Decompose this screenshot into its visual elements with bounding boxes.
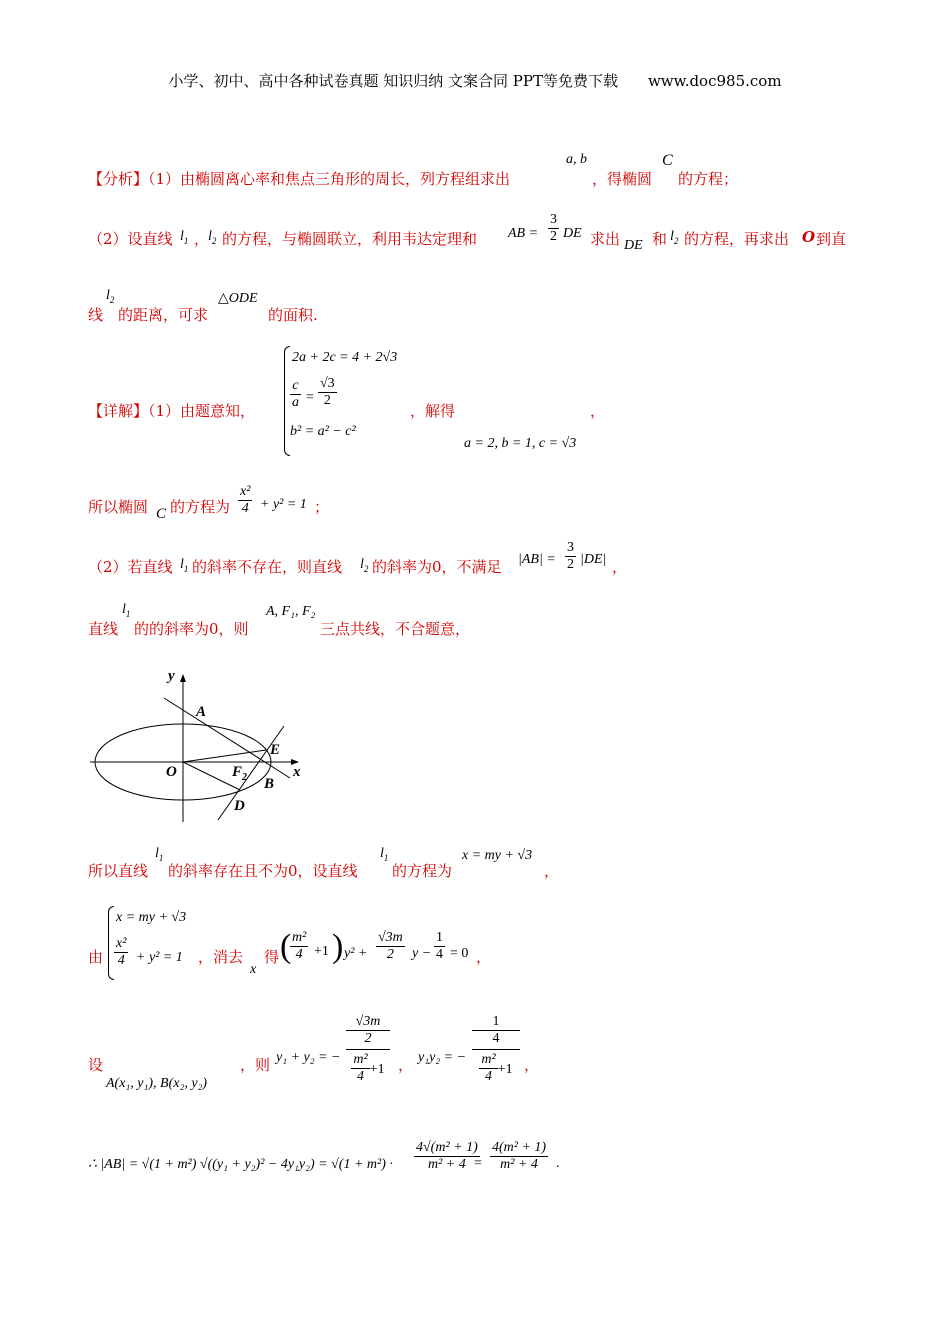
math-y: y − (412, 946, 432, 961)
math-y2: y² + (344, 946, 368, 961)
math-l2: $l_2$ (106, 288, 115, 305)
equals-sign: = (306, 390, 314, 405)
detail-text: 的方程为 (170, 498, 231, 516)
analysis-text: 的方程，与椭圆联立，利用韦达定理和 (222, 230, 478, 248)
period: . (556, 1156, 560, 1171)
math-triangle-ode: △ODE (218, 291, 258, 306)
product-den-rest: +1 (497, 1062, 513, 1077)
fraction-m2-4: $\frac{\text{m²}}{4}$ (292, 930, 307, 962)
paren-open: ( (280, 928, 292, 965)
analysis-line-1 (88, 168, 510, 189)
math-ab: a, b (566, 152, 587, 167)
part2-text: ， (398, 1056, 414, 1074)
detail-tag: 【详解】 (88, 402, 149, 420)
analysis-text: 到直 (816, 230, 847, 248)
part2-text: （2）若直线 (88, 558, 173, 576)
product-den-frac: $\frac{\text{m²}}{4}$ (481, 1052, 496, 1084)
fraction-sqrt3m-2: $\frac{√3m}{2}$ (378, 930, 403, 962)
sum-denominator (346, 1049, 390, 1085)
part2-text: ，消去 (198, 948, 244, 966)
part2-text: ， (544, 862, 560, 880)
part2-text: 的斜率为0，不满足 (372, 558, 502, 576)
part2-text: ， (524, 1056, 540, 1074)
ellipse-diagram (88, 664, 310, 824)
part2-text: 得 (264, 948, 280, 966)
part2-text: ， (476, 948, 492, 966)
label-A: A (196, 704, 207, 720)
math-abs-ab: |AB| = (518, 552, 556, 567)
label-B: B (264, 776, 275, 792)
math-C: C (156, 506, 167, 522)
analysis-text: 求出 (590, 230, 621, 248)
ellipse-eq-rest: + y² = 1 (260, 497, 307, 512)
fraction-1-4: $\frac{1}{4}$ (436, 930, 443, 962)
paren-close: ) (332, 928, 344, 965)
part2-text: 的的斜率为0，则 (134, 620, 249, 638)
part2-text: 直线 (88, 620, 119, 638)
sum-den-rest: +1 (369, 1062, 385, 1077)
part2-text: ， (612, 558, 628, 576)
analysis-text: 的方程； (678, 170, 739, 188)
detail-text: （1）由题意知， (148, 402, 256, 420)
solution-values: a = 2, b = 1, c = √3 (464, 436, 577, 451)
analysis-tag: 【分析】 (88, 170, 149, 188)
math-points: A, F₁, F₂ (266, 604, 316, 619)
math-l2: $l_2$ (208, 229, 217, 246)
analysis-text: （2）设直线 (88, 230, 173, 248)
part2-text: 的斜率不存在，则直线 (192, 558, 343, 576)
system-eq-2-lhs: $\frac{c}{a}$ (292, 378, 299, 410)
label-x: x (293, 764, 301, 780)
product-numerator: 1 4 (472, 1014, 520, 1047)
label-D: D (234, 798, 245, 814)
system-eq-1: x = my + √3 (116, 910, 187, 925)
part2-text: 三点共线，不合题意， (320, 620, 471, 638)
ellipse-fraction: $\frac{\text{x²}}{4}$ (240, 484, 251, 516)
sum-numerator: √3m 2 (346, 1014, 390, 1047)
math-l1: $l_1$ (122, 602, 131, 619)
analysis-text: 的面积. (268, 306, 318, 324)
math-de: DE (563, 226, 582, 241)
part2-text: 的方程为 (392, 862, 453, 880)
line-l2 (218, 726, 284, 820)
complex-fraction-sum (346, 1014, 390, 1085)
fraction-3-2: $\frac{3}{2}$ (567, 540, 574, 572)
math-de-2: DE (624, 238, 643, 253)
label-F2: $F_2$ (232, 764, 248, 783)
fraction-3-2: $\frac{3}{2}$ (550, 212, 557, 244)
system-eq-2-rhs: $\frac{√3}{2}$ (320, 376, 335, 408)
detail-line-1 (88, 400, 255, 421)
segment-OE (183, 750, 266, 762)
analysis-text: 的方程，再求出 (684, 230, 790, 248)
label-E: E (270, 742, 281, 758)
analysis-text: （1）由椭圆离心率和焦点三角形的周长，列方程组求出 (148, 170, 511, 188)
y-axis-arrow (180, 674, 186, 682)
analysis-line-2 (88, 228, 173, 249)
part2-text: 由 (88, 948, 104, 966)
part2-text: 的斜率存在且不为0，设直线 (168, 862, 358, 880)
system-eq-2-frac: $\frac{\text{x²}}{4}$ (116, 936, 127, 968)
detail-text: ，解得 (410, 402, 456, 420)
math-l1: $l_1$ (180, 557, 189, 574)
math-product: y₁y₂ = − (418, 1050, 467, 1065)
math-line-eq: x = my + √3 (462, 848, 533, 863)
analysis-text: ， (194, 230, 210, 248)
math-abs-de: |DE| (580, 552, 607, 567)
product-denominator (472, 1049, 520, 1085)
part2-text: 所以直线 (88, 862, 149, 880)
equals-zero: = 0 (450, 946, 469, 961)
math-points-AB: A(x₁, y₁), B(x₂, y₂) (106, 1076, 208, 1091)
detail-text: ， (590, 402, 606, 420)
math-O: O (802, 228, 816, 246)
complex-fraction-product (472, 1014, 520, 1085)
analysis-text: 和 (652, 230, 668, 248)
system-eq-3: b² = a² − c² (290, 424, 356, 439)
page-header: 小学、初中、高中各种试卷真题 知识归纳 文案合同 PPT等免费下载 www.doc985.com (168, 72, 782, 90)
system-eq-2-rest: + y² = 1 (136, 950, 183, 965)
math-ab-length: ∴ |AB| = √(1 + m²) √((y₁ + y₂)² − 4y₁y₂) = √(1 + m²) · (88, 1157, 393, 1172)
label-O: O (166, 764, 177, 780)
math-sum: y₁ + y₂ = − (276, 1050, 341, 1065)
math-l1: $l_1$ (155, 846, 164, 863)
math-C: C (662, 152, 673, 169)
label-y: y (168, 668, 175, 684)
analysis-text: ，得椭圆 (592, 170, 653, 188)
math-l2: $l_2$ (360, 557, 369, 574)
fraction-length-1: $\frac{\text{4√(m² + 1)}}{\text{m² + 4}}$ (416, 1140, 478, 1172)
math-x: x (250, 962, 257, 977)
detail-text: 所以椭圆 (88, 498, 149, 516)
fraction-length-2: $\frac{\text{4(m² + 1)}}{\text{m² + 4}}$ (492, 1140, 547, 1172)
plus-one: +1 (314, 944, 329, 959)
system-eq-1: 2a + 2c = 4 + 2√3 (292, 350, 398, 365)
detail-text: ； (314, 498, 330, 516)
part2-text: ，则 (240, 1056, 271, 1074)
math-l2: $l_2$ (670, 229, 679, 246)
math-l1: $l_1$ (180, 229, 189, 246)
analysis-text: 的距离，可求 (118, 306, 209, 324)
sum-den-frac: $\frac{\text{m²}}{4}$ (353, 1052, 368, 1084)
analysis-text: 线 (88, 306, 104, 324)
equals-sign: = (474, 1156, 482, 1171)
part2-text: 设 (88, 1056, 104, 1074)
math-ab-eq: AB = (508, 226, 539, 241)
math-l1: $l_1$ (380, 846, 389, 863)
